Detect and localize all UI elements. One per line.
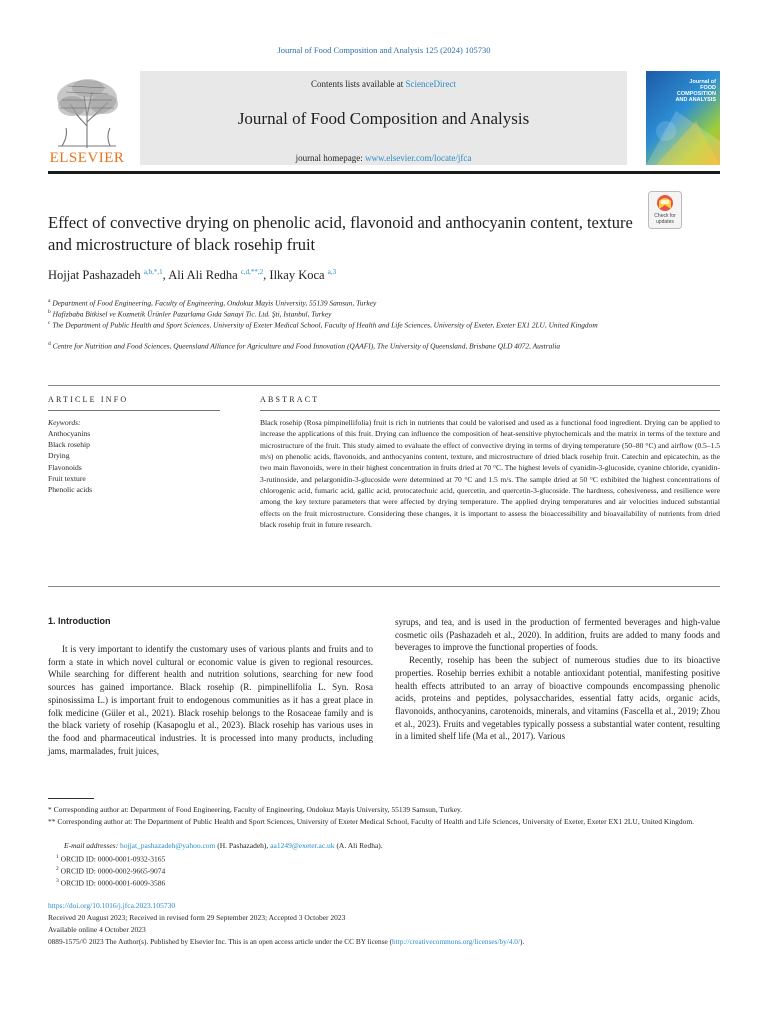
homepage-prefix: journal homepage: xyxy=(295,153,366,163)
affiliation-label: c xyxy=(48,320,51,326)
footnote-orcid xyxy=(56,876,728,889)
doi-link[interactable]: https://doi.org/10.1016/j.jfca.2023.105730 xyxy=(48,901,176,910)
license-line xyxy=(48,936,720,947)
keyword[interactable]: Flavonoids xyxy=(48,462,82,472)
orcid-mark: 1 xyxy=(56,854,59,860)
email-link[interactable]: hojjat_pashazadeh@yahoo.com xyxy=(119,841,216,850)
intro-left-column xyxy=(48,643,373,757)
affiliation-label: a xyxy=(48,298,51,304)
article-info-rule xyxy=(48,410,220,411)
orcid-text: ORCID ID: 0000-0002-9665-9074 xyxy=(60,866,166,876)
journal-citation[interactable]: Journal of Food Composition and Analysis 125 (2024) 105730 xyxy=(277,45,491,55)
section-divider xyxy=(48,385,720,386)
sciencedirect-link[interactable]: ScienceDirect xyxy=(405,79,456,89)
footnote-orcid xyxy=(56,864,728,877)
intro-paragraph: Recently, rosehip has been the subject of numerous studies due to its bioactive properties. Rosehip berries exhibit a notable antioxidant potential, manifesting positive health effects attributed to an array of bioactive compounds encompassing phenolic acids, proteins and peptides, polysaccharides, essential fatty acids, organic acids, flavonoids, anthocyanins, carotenoids, minerals, and vitamins (Fascella et al., 2019; Zhou et al., 2023). Fruits and vegetables typically possess a substantial water content, resulting in a limited shelf life (Ma et al., 2017). Various xyxy=(395,655,720,742)
affiliation xyxy=(48,318,720,331)
orcid-mark: 2 xyxy=(56,866,59,872)
email-label: E-mail addresses: xyxy=(64,841,120,850)
author-name[interactable]: Ilkay Koca xyxy=(269,268,325,283)
affiliation-text: Centre for Nutrition and Food Sciences, Queensland Alliance for Agriculture and Food Innovation (QAAFI), The University of Queensland, Brisbane QLD 4072, Australia xyxy=(52,341,561,351)
author-affiliation-marks[interactable]: a,b,*,1 xyxy=(143,268,163,276)
cover-title: Journal of FOOD COMPOSITION AND ANALYSIS xyxy=(675,79,716,103)
homepage-link[interactable]: www.elsevier.com/locate/jfca xyxy=(365,153,472,163)
author-name[interactable]: Ali Ali Redha xyxy=(168,268,238,283)
intro-right-column xyxy=(395,616,720,743)
cover-graphic xyxy=(646,101,720,165)
affiliation-text: Hafizbaba Bitkisel ve Kozmetik Ürünler Pazarlama Gıda Sanayi Tic. Ltd. Şti, Istanbul, Turkey xyxy=(52,309,332,319)
journal-title: Journal of Food Composition and Analysis xyxy=(237,109,530,128)
orcid-text: ORCID ID: 0000-0001-6009-3586 xyxy=(60,878,166,888)
contents-prefix: Contents lists available at xyxy=(311,79,406,89)
journal-cover-image[interactable] xyxy=(646,71,720,165)
received-dates: Received 20 August 2023; Received in revised form 29 September 2023; Accepted 3 October 2023 xyxy=(48,913,346,922)
keyword[interactable]: Anthocyanins xyxy=(48,429,91,438)
article-info-heading: ARTICLE INFO xyxy=(48,395,129,404)
abstract-bottom-divider xyxy=(48,586,720,587)
abstract-text: Black rosehip (Rosa pimpinellifolia) fruit is rich in nutrients that could be valorised and used as a functional food ingredient. Drying can be applied to increase the applications of this fruit. Drying can influence the composition of heat-sensitive phytochemicals and the matrix in terms of the texture and microstructure of the fruit. This study aimed to evaluate the effect of convective drying in terms of drying temperature (50–80 °C) and airflow (0.5–1.5 m/s) on phenolic acids, flavonoids, and anthocyanins content, texture, and microstructure of dried black rosehip fruit. Catechin and epicatechin, as the two main flavonoids, were in their highest concentration in fruits dried at 70 °C. The highest levels of cyanidin-3-glucoside, cyanine chloride, cyanidin-3-rutinoside, and pelargonidin-3-glucoside were determined at 70 °C and 1.5 m/s. The sample dried at 50 °C exhibited the highest concentrations of chlorogenic acid, fumaric acid, gallic acid, protocatechuic acid, quercetin, and quercetin-3-glucoside. The hardness, cohesiveness, and resilience were among the key texture parameters that were affected by drying temperature. The applied drying temperatures and air velocities induced substantial effects on the fruit microstructure. Considering these changes, it is important to assess the bioaccessibility and bioavailability of nutrients from dried black rosehip fruit in future research. xyxy=(260,418,720,530)
license-suffix: ). xyxy=(520,937,525,946)
keyword[interactable]: Drying xyxy=(48,451,70,461)
footnote-rule xyxy=(48,798,94,799)
abstract-rule xyxy=(260,410,720,411)
publisher-name: ELSEVIER xyxy=(49,150,125,166)
abstract-heading: ABSTRACT xyxy=(260,395,320,404)
license-prefix: 0889-1575/© 2023 The Author(s). Published by Elsevier Inc. This is an open access article under the CC BY license ( xyxy=(48,937,393,946)
elsevier-tree-logo xyxy=(48,76,126,150)
header-divider xyxy=(48,171,720,174)
keywords-list xyxy=(48,428,92,495)
author-affiliation-marks[interactable]: a,3 xyxy=(327,268,337,276)
affiliation-text: Department of Food Engineering, Faculty of Engineering, Ondokuz Mayis University, 55139 Samsun, Turkey xyxy=(52,298,377,308)
keyword[interactable]: Fruit texture xyxy=(48,473,86,483)
footnote-corresponding-2: ** Corresponding author at: The Department of Public Health and Sport Sciences, University of Exeter Medical School, Faculty of Health and Life Sciences, University of Exeter, Exeter EX1 2LU, United Kingdom. xyxy=(48,817,695,826)
intro-paragraph: It is very important to identify the customary uses of various plants and fruits and to form a state in which novel cultural or economic value is given to regional resources. While searching for different health and nutrition solutions, searching for new food sources has gained importance. Black rosehip (R. pimpinellifolia L. Syn. Rosa spinosissima L.) is important fruit to endogenous communities as it has a great place in folk medicine (Güler et al., 2021). Black rosehip belongs to the Rosaceae family and is the black variety of rosehip (Kasapoglu et al., 2023). Black rosehip has various uses in the food and pharmaceutical industries. It is processed into many products, including jams, marmalades, fruit juices, xyxy=(48,644,373,756)
email-link[interactable]: aa1249@exeter.ac.uk xyxy=(270,841,335,850)
affiliation-label: d xyxy=(48,341,51,347)
keyword[interactable]: Phenolic acids xyxy=(48,485,93,495)
footnote-emails xyxy=(64,840,736,851)
author-list: Hojjat Pashazadeh $^{a,b,*,1}$, Ali Ali Redha $^{c,d,**,2}$, Ilkay Koca $^{a,3}$ xyxy=(48,268,337,283)
contents-line xyxy=(140,79,627,89)
email-owner: (A. Ali Redha). xyxy=(334,841,383,850)
license-link[interactable]: http://creativecommons.org/licenses/by/4.0/ xyxy=(392,937,520,946)
affiliation-label: b xyxy=(48,309,51,315)
author-name[interactable]: Hojjat Pashazadeh xyxy=(48,268,141,283)
author-affiliation-marks[interactable]: c,d,**,2 xyxy=(240,268,264,276)
affiliation-text: The Department of Public Health and Sport Sciences, University of Exeter Medical School, Faculty of Health and Life Sciences, University of Exeter, Exeter EX1 2LU, United Kingdom xyxy=(52,320,598,330)
introduction-heading: 1. Introduction xyxy=(48,616,111,626)
available-online: Available online 4 October 2023 xyxy=(48,925,146,934)
email-owner: (H. Pashazadeh), xyxy=(215,841,271,850)
orcid-mark: 3 xyxy=(56,878,59,884)
footnote-orcid xyxy=(56,852,728,865)
affiliation xyxy=(48,339,720,352)
intro-paragraph: syrups, and tea, and is used in the production of fermented beverages and high-value cosmetic oils (Pashazadeh et al., 2020). In addition, fruits are added to many foods and beverages to improve the functional properties of foods. xyxy=(395,617,720,653)
keywords-label: Keywords: xyxy=(48,418,81,427)
homepage-line xyxy=(140,153,627,163)
footnote-corresponding-1: * Corresponding author at: Department of Food Engineering, Faculty of Engineering, Ondokuz Mayis University, 55139 Samsun, Turkey. xyxy=(48,805,463,814)
paper-title: Effect of convective drying on phenolic acid, flavonoid and anthocyanin content, texture and microstructure of black rosehip fruit xyxy=(48,213,633,254)
check-for-updates-label: Check for updates xyxy=(654,213,676,225)
orcid-text: ORCID ID: 0000-0001-0932-3165 xyxy=(60,854,166,864)
keyword[interactable]: Black rosehip xyxy=(48,440,90,450)
